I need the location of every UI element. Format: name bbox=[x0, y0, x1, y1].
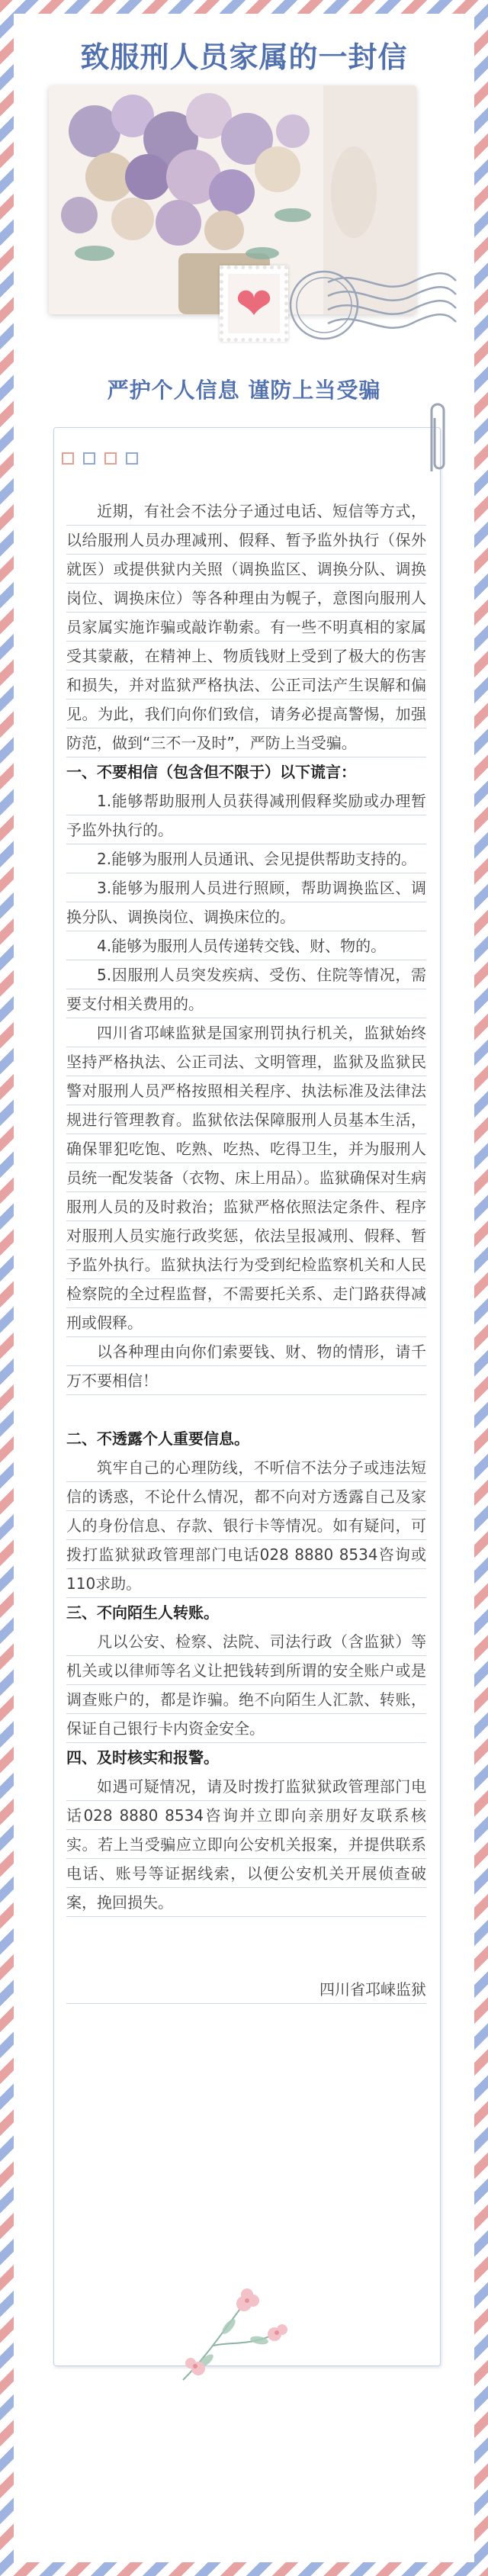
section-2-body: 筑牢自己的心理防线，不听信不法分子或违法短信的诱惑，不论什么情况，都不向对方透露自己及家人的身份信息、存款、银行卡等情况。如有疑问，可拨打监狱狱政管理部门电话028 8880 8534咨询或110求助。 bbox=[66, 1453, 426, 1598]
letter-body bbox=[66, 497, 426, 2004]
flower-sprig-icon bbox=[152, 2273, 305, 2388]
section-1-body: 四川省邛崃监狱是国家刑罚执行机关，监狱始终坚持严格执法、公正司法、文明管理，监狱及监狱民警对服刑人员严格按照相关程序、执法标准及法律法规进行管理教育。监狱依法保障服刑人员基本生活，确保罪犯吃饱、吃熟、吃热、吃得卫生，并为服刑人员统一配发装备（衣物、床上用品）。监狱确保对生病服刑人员的及时救治；监狱严格依照法定条件、程序对服刑人员实施行政奖惩，依法呈报减刑、假释、暂予监外执行。监狱执法行为受到纪检监察机关和人民检察院的全过程监督，不需要托关系、走门路获得减刑或假释。 bbox=[66, 1018, 426, 1337]
decorative-squares bbox=[62, 452, 138, 465]
square-icon bbox=[83, 452, 95, 465]
heart-stamp bbox=[220, 265, 288, 342]
heart-icon: ❤ bbox=[235, 278, 273, 330]
section-1-item: 3.能够为服刑人员进行照顾，帮助调换监区、调换分队、调换岗位、调换床位的。 bbox=[66, 873, 426, 931]
section-1-item: 4.能够为服刑人员传递转交钱、财、物的。 bbox=[66, 931, 426, 960]
page-subtitle: 严护个人信息 谨防上当受骗 bbox=[107, 378, 381, 403]
section-4-heading: 四、及时核实和报警。 bbox=[66, 1748, 219, 1767]
letter-card bbox=[53, 427, 441, 2366]
paperclip-icon bbox=[424, 395, 447, 479]
section-3-heading: 三、不向陌生人转账。 bbox=[66, 1603, 219, 1622]
signature: 四川省邛崃监狱 bbox=[66, 1975, 426, 2004]
section-3-body: 凡以公安、检察、法院、司法行政（含监狱）等机关或以律师等名义让把钱转到所谓的安全账户或是调查账户的，都是诈骗。绝不向陌生人汇款、转账，保证自己银行卡内资金安全。 bbox=[66, 1627, 426, 1743]
section-1-close: 以各种理由向你们索要钱、财、物的情形，请千万不要相信！ bbox=[66, 1337, 426, 1395]
square-icon bbox=[104, 452, 117, 465]
letter-intro: 近期，有社会不法分子通过电话、短信等方式，以给服刑人员办理减刑、假释、暂予监外执行（保外就医）或提供狱内关照（调换监区、调换分队、调换岗位、调换床位）等各种理由为幌子，意图向服刑人员家属实施诈骗或敲诈勒索。有一些不明真相的家属受其蒙蔽，在精神上、物质钱财上受到了极大的伤害和损失，并对监狱严格执法、公正司法产生误解和偏见。为此，我们向你们致信，请务必提高警惕，加强防范，做到“三不一及时”，严防上当受骗。 bbox=[66, 497, 426, 757]
square-icon bbox=[62, 452, 74, 465]
section-2-heading: 二、不透露个人重要信息。 bbox=[66, 1430, 249, 1448]
page-title: 致服刑人员家属的一封信 bbox=[80, 40, 408, 74]
section-1-item: 5.因服刑人员突发疾病、受伤、住院等情况，需要支付相关费用的。 bbox=[66, 960, 426, 1018]
section-1-item: 2.能够为服刑人员通讯、会见提供帮助支持的。 bbox=[66, 844, 426, 873]
postmark-lines bbox=[259, 259, 458, 343]
section-1-item: 1.能够帮助服刑人员获得减刑假释奖励或办理暂予监外执行的。 bbox=[66, 786, 426, 844]
square-icon bbox=[126, 452, 138, 465]
section-1-heading: 一、不要相信（包含但不限于）以下谎言： bbox=[66, 763, 356, 781]
section-4-body: 如遇可疑情况，请及时拨打监狱狱政管理部门电话028 8880 8534咨询并立即向亲朋好友联系核实。若上当受骗应立即向公安机关报案，并提供联系电话、账号等证据线索，以便公安机关开展侦查破案，挽回损失。 bbox=[66, 1772, 426, 1917]
